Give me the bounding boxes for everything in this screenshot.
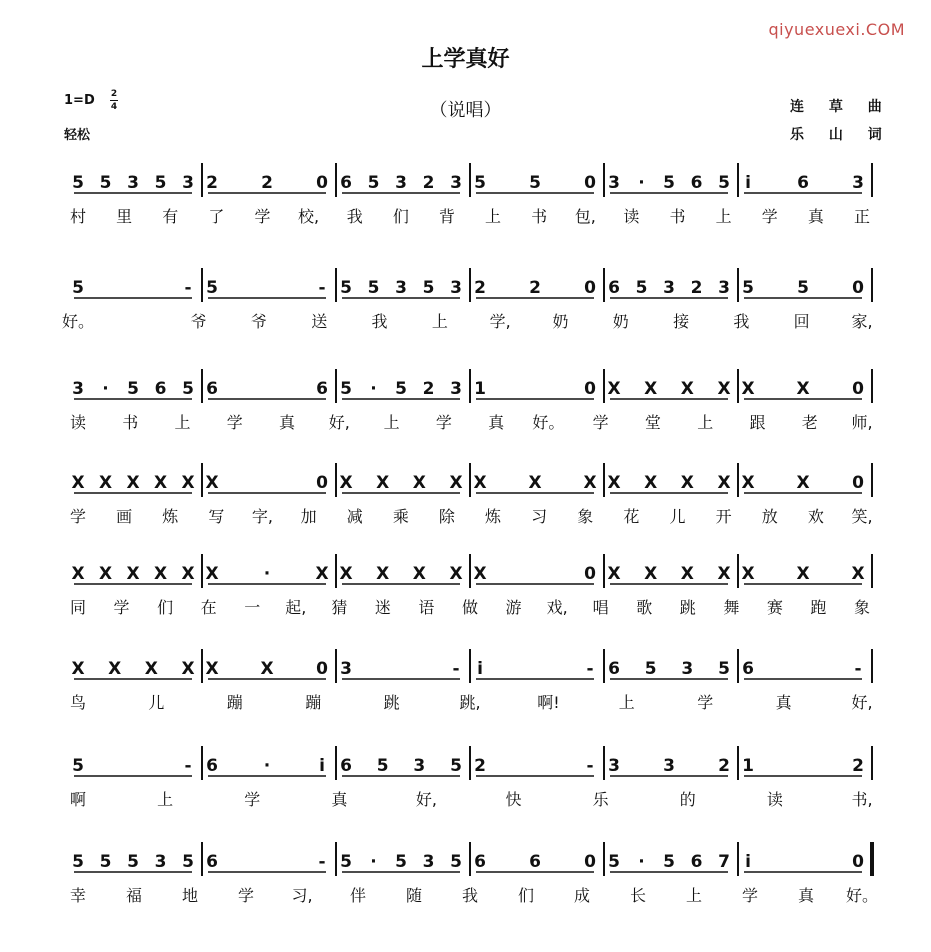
lyric-syllable: 校, xyxy=(298,207,320,226)
lyric-syllable: 好, xyxy=(851,693,873,712)
lyric-syllable: 家, xyxy=(851,312,873,331)
lyric-syllable: 学 xyxy=(69,507,87,526)
note: 3 xyxy=(450,173,462,193)
note: X xyxy=(583,473,597,493)
lyric-syllable: 真 xyxy=(279,413,296,432)
lyric-syllable: 我 xyxy=(346,207,363,226)
note: 0 xyxy=(316,173,328,193)
note: - xyxy=(318,278,326,298)
lyric-syllable: 学, xyxy=(489,312,511,331)
lyric-syllable: 减 xyxy=(346,507,363,526)
note: X xyxy=(205,659,219,679)
note: X xyxy=(528,473,542,493)
note: 3 xyxy=(72,379,84,399)
note: 5 xyxy=(422,278,435,298)
lyric-syllable: 奶 xyxy=(612,312,629,331)
lyric-syllable: 学 xyxy=(697,693,714,712)
lyric-syllable: 上 xyxy=(431,312,448,331)
lyric-syllable: 鸟 xyxy=(69,693,87,712)
note: 5 xyxy=(529,173,541,193)
lyric-syllable: 歌 xyxy=(636,598,653,617)
lyric-syllable: 师, xyxy=(851,413,873,432)
note: 3 xyxy=(450,379,462,399)
note: 3 xyxy=(127,173,139,193)
note: 5 xyxy=(474,173,486,193)
lyric-syllable: 背 xyxy=(438,207,455,226)
note: 3 xyxy=(182,173,194,193)
lyric-syllable: 上 xyxy=(715,207,732,226)
note: i xyxy=(477,659,483,679)
note: 2 xyxy=(529,278,541,298)
note: 5 xyxy=(395,379,407,399)
note: 5 xyxy=(72,173,84,193)
note: X xyxy=(181,659,195,679)
lyric-syllable: 接 xyxy=(673,312,690,331)
lyric-syllable: 们 xyxy=(392,207,409,226)
lyric-syllable: 幸 xyxy=(69,886,87,905)
lyric-syllable: 有 xyxy=(162,207,179,226)
lyric-syllable: 长 xyxy=(629,886,647,905)
lyric-syllable: 伴 xyxy=(349,886,367,905)
note: 6 xyxy=(206,852,218,872)
note: 5 xyxy=(182,379,194,399)
lyric-syllable: 加 xyxy=(300,507,317,526)
note: 6 xyxy=(474,852,486,872)
note: X xyxy=(741,473,755,493)
note: 5 xyxy=(718,173,730,193)
note: 0 xyxy=(584,278,596,298)
lyric-syllable: 上 xyxy=(485,207,502,226)
note: X xyxy=(260,659,274,679)
lyric-syllable: 老 xyxy=(801,413,818,432)
lyric-syllable: 欢 xyxy=(807,507,824,526)
note: X xyxy=(644,473,658,493)
lyric-syllable: 真 xyxy=(797,886,815,905)
note: 5 xyxy=(367,278,380,298)
lyric-syllable: 真 xyxy=(331,790,348,809)
lyric-syllable: 炼 xyxy=(485,507,502,526)
lyric-syllable: 上 xyxy=(174,413,191,432)
note: 6 xyxy=(690,852,703,872)
note: 6 xyxy=(316,379,328,399)
note: 6 xyxy=(742,659,754,679)
lyric-syllable: 迷 xyxy=(374,598,391,617)
note: 5 xyxy=(206,278,218,298)
note: X xyxy=(741,564,755,584)
note: 3 xyxy=(154,852,167,872)
note: - xyxy=(586,756,594,776)
lyric-syllable: 里 xyxy=(116,207,133,226)
lyric-syllable: 笑, xyxy=(851,507,873,526)
note: 0 xyxy=(852,473,864,493)
lyric-syllable: 学 xyxy=(226,413,243,432)
note: X xyxy=(315,564,329,584)
note: 2 xyxy=(718,756,730,776)
note: X xyxy=(205,564,219,584)
note: · xyxy=(263,756,271,776)
note: 2 xyxy=(474,756,486,776)
note: X xyxy=(98,473,113,493)
lyric-syllable: 舞 xyxy=(723,598,740,617)
lyric-syllable: 写 xyxy=(208,507,225,526)
note: 3 xyxy=(852,173,864,193)
note: 3 xyxy=(340,659,352,679)
lyric-syllable: 儿 xyxy=(669,507,686,526)
note: X xyxy=(796,473,810,493)
note: 3 xyxy=(663,756,675,776)
note: 5 xyxy=(797,278,809,298)
note: X xyxy=(607,564,621,584)
note: X xyxy=(108,659,122,679)
lyric-syllable: 放 xyxy=(761,507,778,526)
lyric-syllable: 奶 xyxy=(552,312,569,331)
note: 7 xyxy=(718,852,730,872)
lyricist-credit: 乐 山 词 xyxy=(790,127,892,143)
lyric-syllable: 正 xyxy=(853,207,871,226)
lyric-syllable: 学 xyxy=(435,413,452,432)
note: X xyxy=(205,473,219,493)
lyric-syllable: 同 xyxy=(69,598,87,617)
lyric-syllable: 我 xyxy=(733,312,750,331)
note: X xyxy=(680,379,694,399)
note: 3 xyxy=(718,278,730,298)
lyric-syllable: 书 xyxy=(122,413,139,432)
note: 5 xyxy=(340,379,352,399)
lyric-syllable: 随 xyxy=(405,886,423,905)
lyric-syllable: 儿 xyxy=(148,693,165,712)
note: X xyxy=(376,473,390,493)
lyric-syllable: 字, xyxy=(251,507,274,526)
lyric-syllable: 好。 xyxy=(845,886,879,905)
note: - xyxy=(184,278,192,298)
note: X xyxy=(412,564,426,584)
time-signature-bottom: 4 xyxy=(110,102,118,112)
note: 5 xyxy=(340,852,352,872)
lyric-syllable: 在 xyxy=(200,598,217,617)
lyric-syllable: 乘 xyxy=(392,507,409,526)
lyric-syllable: 乐 xyxy=(592,790,609,809)
lyric-syllable: 学 xyxy=(237,886,255,905)
note: 5 xyxy=(742,278,754,298)
lyric-syllable: 地 xyxy=(181,886,199,905)
lyric-syllable: 除 xyxy=(438,507,455,526)
note: 5 xyxy=(154,173,167,193)
note: X xyxy=(339,473,353,493)
lyric-syllable: 包, xyxy=(574,207,596,226)
lyric-syllable: 蹦 xyxy=(305,693,322,712)
lyric-syllable: 游 xyxy=(505,598,522,617)
lyric-syllable: 们 xyxy=(157,598,174,617)
lyric-syllable: 学 xyxy=(254,207,271,226)
note: · xyxy=(263,564,271,584)
lyric-syllable: 爷 xyxy=(190,312,207,331)
note: X xyxy=(144,659,158,679)
note: 5 xyxy=(718,659,730,679)
lyric-syllable: 爷 xyxy=(250,312,267,331)
note: X xyxy=(607,379,621,399)
note: X xyxy=(449,564,463,584)
lyric-syllable: 好。 xyxy=(61,312,95,331)
lyric-syllable: 了 xyxy=(208,207,225,226)
note: i xyxy=(745,173,751,193)
song-subtitle: （说唱） xyxy=(429,100,502,121)
note: X xyxy=(741,379,755,399)
lyric-syllable: 跳 xyxy=(383,693,400,712)
note: i xyxy=(745,852,751,872)
note: - xyxy=(586,659,594,679)
note: X xyxy=(607,473,621,493)
lyric-syllable: 送 xyxy=(311,312,328,331)
note: X xyxy=(717,473,731,493)
note: · xyxy=(370,379,377,399)
lyric-syllable: 回 xyxy=(793,312,810,331)
lyric-syllable: 赛 xyxy=(766,598,783,617)
note: X xyxy=(98,564,113,584)
note: 0 xyxy=(852,852,864,872)
note: 3 xyxy=(681,659,694,679)
lyric-syllable: 一 xyxy=(244,598,261,617)
lyric-syllable: 跳 xyxy=(679,598,696,617)
note: 3 xyxy=(413,756,426,776)
lyric-syllable: 唱 xyxy=(592,598,609,617)
lyric-syllable: 啊 xyxy=(69,790,87,809)
lyric-syllable: 戏, xyxy=(546,598,568,617)
note: 5 xyxy=(663,852,675,872)
time-signature-top: 2 xyxy=(110,89,118,99)
lyric-syllable: 真 xyxy=(807,207,824,226)
note: 6 xyxy=(529,852,541,872)
note: 5 xyxy=(367,173,380,193)
note: X xyxy=(412,473,426,493)
note: 3 xyxy=(450,278,462,298)
lyric-syllable: 跑 xyxy=(810,598,827,617)
note: 2 xyxy=(474,278,486,298)
lyric-syllable: 快 xyxy=(505,790,522,809)
note: 6 xyxy=(154,379,167,399)
note: 1 xyxy=(742,756,754,776)
lyric-syllable: 猜 xyxy=(331,598,348,617)
note: 5 xyxy=(72,852,84,872)
lyric-syllable: 学 xyxy=(592,413,609,432)
watermark: qiyuexuexi.COM xyxy=(768,20,905,39)
lyric-syllable: 读 xyxy=(623,207,640,226)
note: · xyxy=(102,379,109,399)
note: X xyxy=(71,473,85,493)
note: 5 xyxy=(395,852,407,872)
note: 3 xyxy=(608,173,620,193)
lyric-syllable: 我 xyxy=(371,312,388,331)
tempo-marking: 轻松 xyxy=(64,128,91,143)
note: i xyxy=(319,756,325,776)
lyric-syllable: 书 xyxy=(669,207,686,226)
note: 3 xyxy=(663,278,675,298)
lyric-syllable: 上 xyxy=(697,413,714,432)
composer-credit: 连 草 曲 xyxy=(790,99,892,115)
note: 0 xyxy=(584,379,596,399)
lyric-syllable: 我 xyxy=(461,886,479,905)
lyric-syllable: 习 xyxy=(531,507,548,526)
note: 5 xyxy=(127,379,139,399)
note: 0 xyxy=(584,173,596,193)
note: - xyxy=(452,659,460,679)
lyric-syllable: 们 xyxy=(517,886,535,905)
note: 5 xyxy=(376,756,389,776)
note: X xyxy=(473,473,487,493)
note: 5 xyxy=(182,852,194,872)
lyric-syllable: 起, xyxy=(285,598,307,617)
note: X xyxy=(71,659,85,679)
note: 5 xyxy=(99,852,112,872)
note: X xyxy=(449,473,463,493)
lyric-syllable: 真 xyxy=(488,413,505,432)
note: X xyxy=(717,379,731,399)
note: 0 xyxy=(852,278,864,298)
note: 6 xyxy=(797,173,809,193)
lyric-syllable: 上 xyxy=(685,886,703,905)
lyric-syllable: 学 xyxy=(741,886,759,905)
note: 6 xyxy=(340,173,352,193)
note: X xyxy=(153,564,168,584)
note: 2 xyxy=(261,173,273,193)
note: - xyxy=(854,659,862,679)
lyric-syllable: 堂 xyxy=(644,413,661,432)
note: 0 xyxy=(584,564,596,584)
lyric-syllable: 好, xyxy=(415,790,437,809)
note: X xyxy=(473,564,487,584)
note: 2 xyxy=(422,173,435,193)
note: 3 xyxy=(608,756,620,776)
lyric-syllable: 学 xyxy=(113,598,130,617)
note: 6 xyxy=(608,278,620,298)
note: 6 xyxy=(206,379,218,399)
note: X xyxy=(796,564,810,584)
lyric-syllable: 真 xyxy=(775,693,792,712)
lyric-syllable: 画 xyxy=(116,507,133,526)
song-title: 上学真好 xyxy=(421,47,510,72)
note: · xyxy=(638,173,645,193)
lyric-syllable: 上 xyxy=(618,693,635,712)
note: 3 xyxy=(395,173,407,193)
note: 2 xyxy=(690,278,703,298)
note: X xyxy=(71,564,85,584)
lyric-syllable: 象 xyxy=(853,598,871,617)
note: 2 xyxy=(852,756,864,776)
lyric-syllable: 读 xyxy=(766,790,783,809)
lyric-syllable: 的 xyxy=(679,790,696,809)
note: 6 xyxy=(690,173,703,193)
lyric-syllable: 象 xyxy=(577,507,594,526)
note: 3 xyxy=(422,852,435,872)
lyric-syllable: 语 xyxy=(418,598,435,617)
note: X xyxy=(126,473,140,493)
lyric-syllable: 学 xyxy=(244,790,261,809)
note: 2 xyxy=(422,379,435,399)
note: X xyxy=(851,564,865,584)
lyric-syllable: 读 xyxy=(69,413,87,432)
note: 5 xyxy=(450,756,462,776)
lyric-syllable: 蹦 xyxy=(226,693,243,712)
lyric-syllable: 习, xyxy=(291,886,313,905)
lyric-syllable: 上 xyxy=(383,413,400,432)
lyric-syllable: 好, xyxy=(328,413,350,432)
note: X xyxy=(644,564,658,584)
note: · xyxy=(370,852,377,872)
lyric-syllable: 成 xyxy=(573,886,591,905)
note: X xyxy=(680,564,694,584)
lyric-syllable: 花 xyxy=(623,507,640,526)
note: 3 xyxy=(395,278,407,298)
note: - xyxy=(184,756,192,776)
key-signature: 1=D xyxy=(64,93,95,108)
note: 5 xyxy=(127,852,139,872)
note: 6 xyxy=(608,659,620,679)
lyric-syllable: 上 xyxy=(157,790,174,809)
lyric-syllable: 福 xyxy=(125,886,143,905)
note: 5 xyxy=(99,173,112,193)
lyric-syllable: 好。 xyxy=(532,413,565,432)
note: X xyxy=(181,473,195,493)
note: 5 xyxy=(72,756,84,776)
note: 5 xyxy=(340,278,352,298)
lyric-syllable: 书, xyxy=(851,790,873,809)
note: 2 xyxy=(206,173,218,193)
lyric-syllable: 做 xyxy=(461,598,479,617)
note: 5 xyxy=(72,278,84,298)
lyric-syllable: 学 xyxy=(761,207,778,226)
note: 1 xyxy=(474,379,486,399)
note: · xyxy=(638,852,645,872)
lyric-syllable: 跟 xyxy=(749,413,766,432)
note: X xyxy=(680,473,694,493)
lyric-syllable: 跳, xyxy=(459,693,481,712)
note: X xyxy=(181,564,195,584)
lyric-syllable: 啊! xyxy=(537,693,560,712)
note: 5 xyxy=(450,852,462,872)
note: 6 xyxy=(206,756,218,776)
note: X xyxy=(796,379,810,399)
note: X xyxy=(126,564,140,584)
note: 0 xyxy=(584,852,596,872)
note: X xyxy=(339,564,353,584)
note: 0 xyxy=(316,659,328,679)
note: 5 xyxy=(663,173,675,193)
note: 5 xyxy=(635,278,648,298)
note: 0 xyxy=(316,473,328,493)
note: X xyxy=(376,564,390,584)
note: 0 xyxy=(852,379,864,399)
note: 6 xyxy=(340,756,352,776)
note: X xyxy=(644,379,658,399)
note: - xyxy=(318,852,326,872)
note: 5 xyxy=(608,852,620,872)
note: X xyxy=(153,473,168,493)
note: X xyxy=(717,564,731,584)
lyric-syllable: 村 xyxy=(69,207,87,226)
lyric-syllable: 书 xyxy=(531,207,548,226)
lyric-syllable: 开 xyxy=(715,507,732,526)
note: 5 xyxy=(644,659,657,679)
lyric-syllable: 炼 xyxy=(162,507,179,526)
